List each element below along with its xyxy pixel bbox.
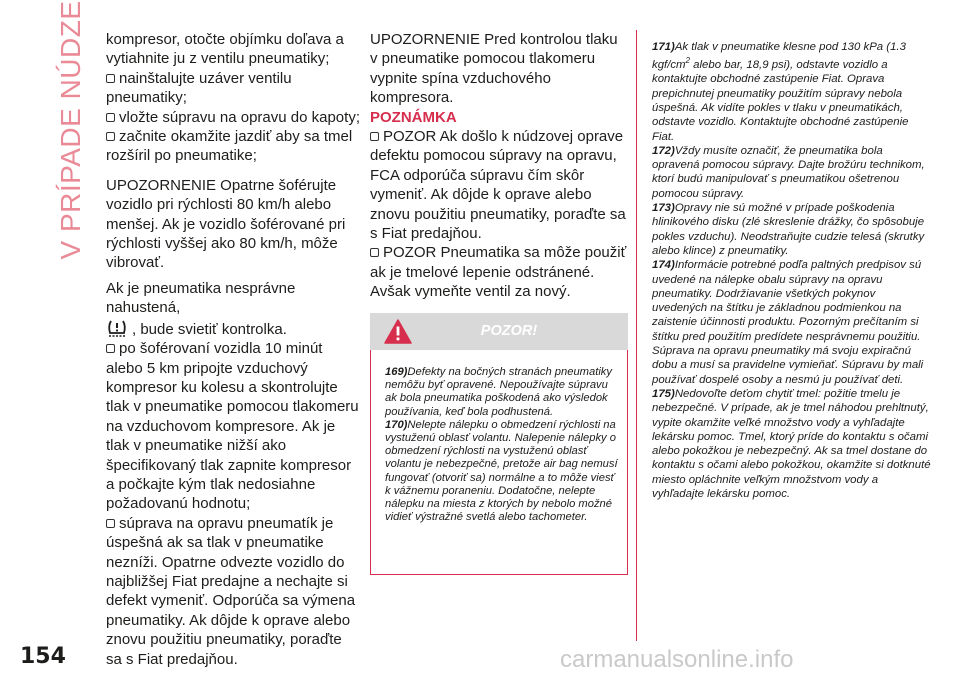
warning-item — [652, 258, 931, 387]
section-title-text: V PRÍPADE NÚDZE — [55, 0, 86, 260]
bullet-icon — [106, 519, 115, 528]
tire-pressure-warning-icon — [106, 318, 128, 338]
bullet-text: nainštalujte uzáver ventilu pneumatiky; — [106, 69, 292, 107]
caution-paragraph: UPOZORNENIE Pred kontrolou tlaku v pneumatike pomocou tlakomeru vypnite spína vzduchového kompresora. — [370, 31, 618, 107]
item-number: 173) — [652, 202, 675, 215]
page-number: 154 — [20, 644, 66, 669]
note-title: POZNÁMKA — [370, 108, 457, 126]
bullet-icon — [106, 344, 115, 353]
paragraph: kompresor, otočte objímku doľava a vytiahnite ju z ventilu pneumatiky; — [106, 31, 344, 68]
item-number: 175) — [652, 387, 675, 400]
item-number: 171) — [652, 41, 675, 53]
bullet-text: po šoférovaní vozidla 10 minút alebo 5 km pripojte vzduchový kompresor ku kolesu a skontrolujte tlak v pneumatike pomocou tlakomeru na vzduchovom kompresore. Ak je tlak v pneumatike nižší ako špecifikovaný tlak zapnite kompresor a počkajte kým tlak nedosiahne požadovanú hodnotu; — [106, 340, 359, 513]
item-text: Vždy musíte označiť, že pneumatika bola opravená pomocou súpravy. Dajte brožúru technikom, ktorí budú manipulovať s pneumatikou ošetrenou pomocou súpravy. — [652, 144, 925, 200]
item-text: Informácie potrebné podľa paltných predpisov sú uvedené na nálepke obalu súpravy na opravu pneumatiky. Dodržiavanie všetkých pokynov uvedených na štítku je základnou podmienkou na zaistenie účinnosti produktu. Pozorným prečítaním si štítku pred použitím predídete nesprávnemu použitiu. Súprava na opravu pneumatiky má svoju expiračnú dobu a musí sa pravidelne vymieňať. Súpravu by mali používať dospelé osoby a nesmú ju používať deti. — [652, 259, 924, 386]
warning-item — [385, 419, 619, 525]
warning-item — [652, 40, 931, 144]
paragraph-text: Ak je pneumatika nesprávne nahustená, — [106, 279, 296, 317]
item-text: Ak tlak v pneumatike klesne pod 130 kPa (1.3 kgf/cm — [652, 41, 906, 72]
bullet-text: POZOR Pneumatika sa môže použiť ak je tmelové lepenie odstránené. Avšak vymeňte ventil za nový. — [370, 244, 627, 301]
warning-lamp-paragraph — [106, 279, 361, 339]
bullet-text: súprava na opravu pneumatík je úspešná ak sa tlak v pneumatike nezníži. Opatrne odvezte vozidlo do najbližšej Fiat predajne a nechajte si defekt vymeniť. Odporúča sa výmena pneumatiky. Ak dôjde k oprave alebo znovu použitiu pneumatiky, poraďte sa s Fiat predajňou. — [106, 514, 356, 668]
bullet-icon — [370, 132, 379, 141]
bullet-icon — [106, 74, 115, 83]
warning-item — [652, 201, 931, 258]
bullet-text: začnite okamžite jazdiť aby sa tmel rozšíril po pneumatike; — [106, 128, 353, 165]
watermark: carmanualsonline.info — [560, 646, 794, 673]
item-number: 172) — [652, 144, 675, 157]
item-text: alebo bar, 18,9 psi), odstavte vozidlo a kontaktujte obchodné zastúpenie Fiat. Oprava prepichnutej pneumatiky použitím súpravy nebola úspešná. Ak vidíte pokles v tlaku v pneumatikách, odstavte vozidlo. Kontaktujte obchodné zastúpenie Fiat. — [652, 59, 909, 143]
warning-header — [370, 313, 628, 350]
item-text: Opravy nie sú možné v prípade poškodenia hlinikového disku (zlé skreslenie drážky, čo spôsobuje pokles vzduchu). Neodstraňujte cudzie telesá (skrutky alebo klince) z pneumatiky. — [652, 202, 925, 257]
bullet-text: vložte súpravu na opravu do kapoty; — [119, 108, 360, 126]
superscript: 2 — [685, 56, 690, 66]
bullet-item — [106, 69, 361, 108]
caution-paragraph: UPOZORNENIE Opatrne šoférujte vozidlo pri rýchlosti 80 km/h alebo menšej. Ak je vozidlo šoférované pri rýchlosti vyššej ako 80 km/h, môže vibrovať. — [106, 176, 346, 272]
warning-item — [652, 144, 931, 201]
bullet-icon — [106, 113, 115, 122]
bullet-item — [106, 127, 361, 166]
item-number: 174) — [652, 259, 675, 272]
column-2 — [370, 30, 628, 302]
warning-box — [370, 313, 628, 575]
item-text: Defekty na bočných stranách pneumatiky nemôžu byť opravené. Nepoužívajte súpravu ak bola pneumatika poškodená ako výsledok používania, keď bola podhustená. — [385, 366, 612, 418]
warning-body — [370, 350, 628, 575]
bullet-icon — [106, 132, 115, 141]
bullet-icon — [370, 248, 379, 257]
bullet-item — [106, 514, 361, 669]
bullet-item — [106, 339, 361, 514]
warning-item — [385, 366, 619, 419]
paragraph-text: , bude svietiť kontrolka. — [132, 320, 287, 338]
warning-item — [652, 387, 931, 501]
bullet-item — [370, 127, 628, 243]
item-text: Nelepte nálepku o obmedzení rýchlosti na vystuženú oblasť volantu. Nalepenie nálepky o obmedzení rýchlosti na vystuženú oblasť volantu je nebezpečné, pretože air bag nemusí fungovať (otvoriť sa) normálne a to môže viesť k vážnemu poraneniu. Dodatočne, nelepte nálepku na miesta z ktorých by nebolo možné vidieť výstražné svetlá alebo tachometer. — [385, 418, 618, 524]
bullet-item — [370, 243, 628, 301]
column-3 — [636, 30, 931, 641]
item-number: 169) — [385, 366, 408, 378]
bullet-text: POZOR Ak došlo k núdzovej oprave defektu pomocou súpravy na opravu, FCA odporúča súpravu čím skôr vymeniť. Ak dôjde k oprave alebo znovu použitiu pneumatiky, poraďte sa s Fiat predajňou. — [370, 128, 626, 243]
item-number: 170) — [385, 418, 408, 431]
warning-label: POZOR! — [480, 323, 538, 339]
section-title — [55, 0, 86, 260]
bullet-item — [106, 108, 361, 127]
item-text: Nedovoľte deťom chytiť tmel: požitie tmelu je nebezpečné. V prípade, ak je tmel náhodou prehltnutý, vypite okamžite veľké množstvo vody a vyhľadajte lekársku pomoc. Tmel, ktorý príde do kontaktu s očami alebo pokožkou je nebezpečný. Ak sa tmel dostane do kontaktu s očami alebo pokožkou, okamžite si dotknuté miesto opláchnite veľkým množstvom vody a vyhľadajte lekársku pomoc. — [652, 387, 931, 500]
column-1 — [106, 30, 361, 669]
